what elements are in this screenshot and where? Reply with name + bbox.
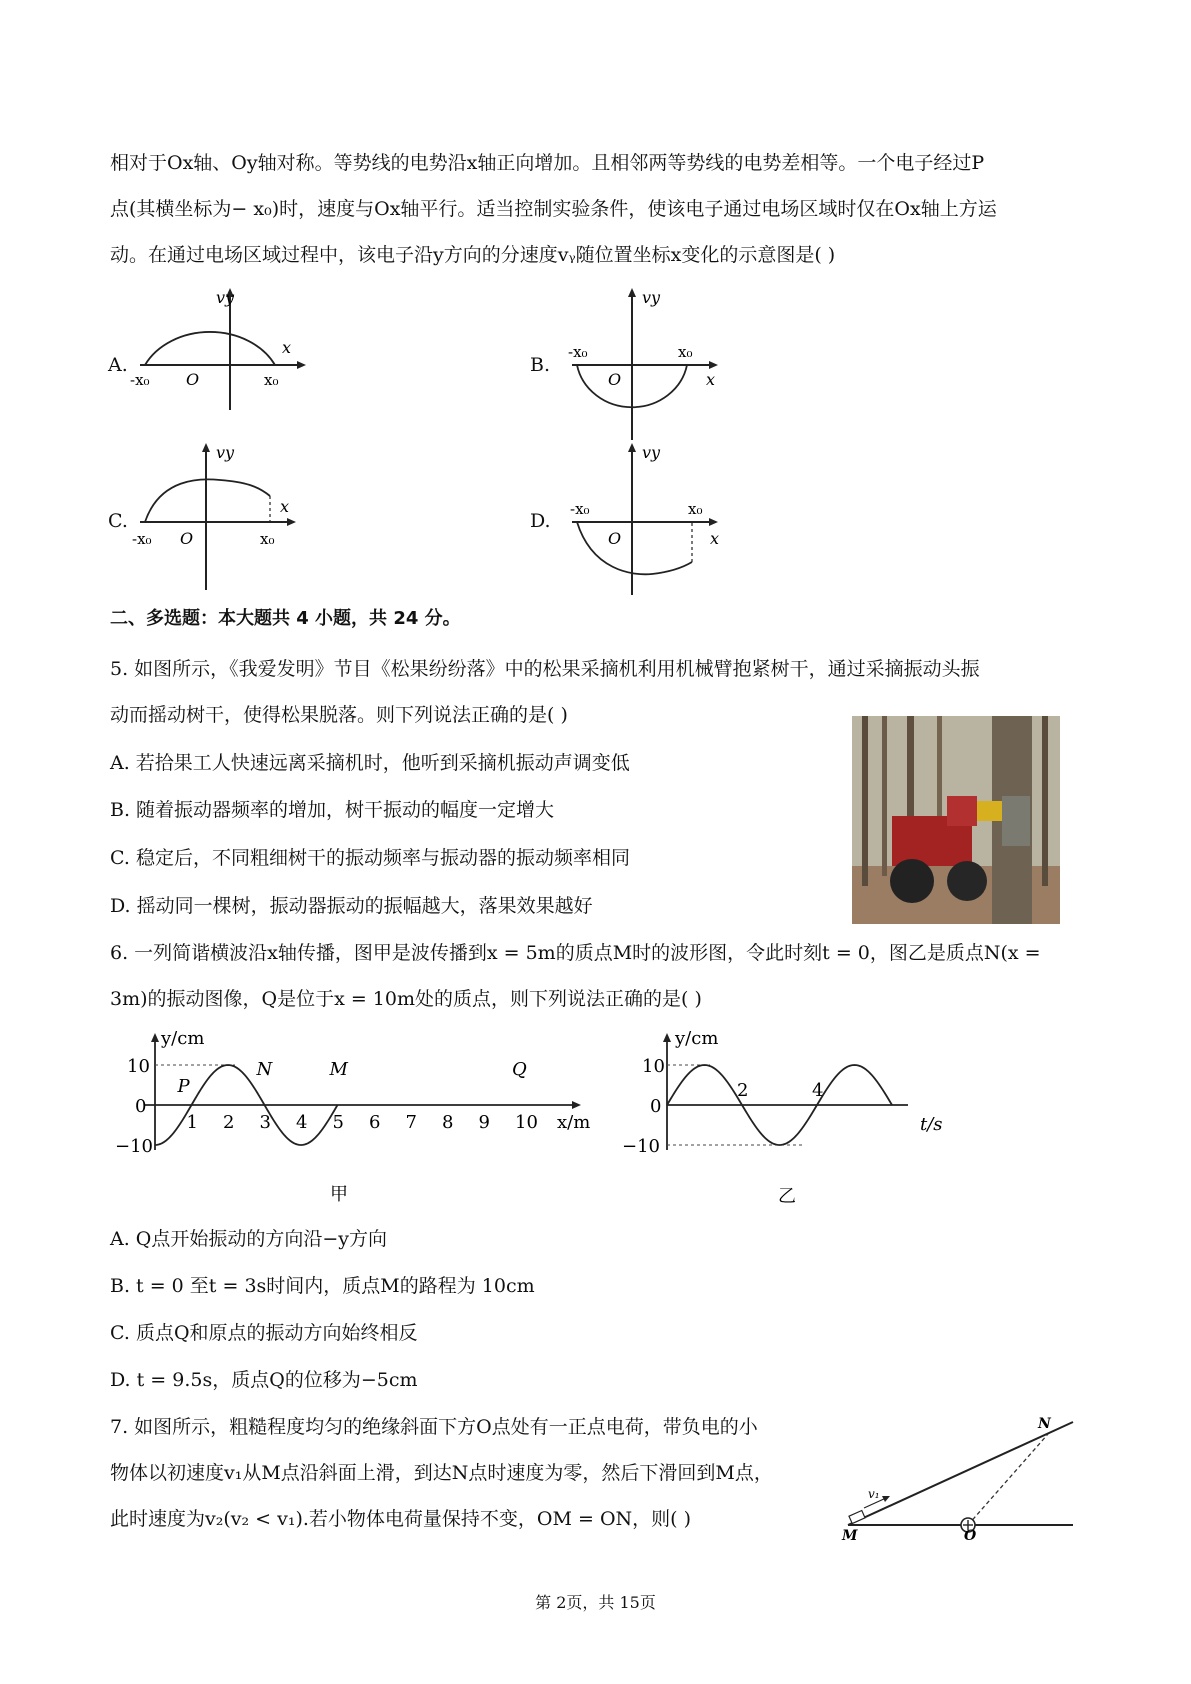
neg-x0-label: -x₀: [570, 500, 590, 518]
q4-option-b-graph: [552, 285, 742, 445]
x-label: x: [706, 370, 716, 389]
neg-x0-label: -x₀: [568, 343, 588, 361]
q6-line-2: 3m)的振动图像，Q是位于x = 10m处的质点，则下列说法正确的是( ): [110, 988, 702, 1010]
q4-option-a-label: A.: [108, 354, 128, 376]
x-tick-label: 4: [296, 1112, 308, 1133]
pos-x0-label: x₀: [264, 371, 279, 389]
v1-label: v₁: [868, 1487, 880, 1501]
y-tick-neg10: −10: [115, 1136, 153, 1157]
point-label: P: [177, 1076, 190, 1097]
q4-option-c-label: C.: [108, 510, 128, 532]
pine-cone-harvester-photo: [852, 716, 1060, 924]
x-tick-label: 9: [478, 1112, 490, 1133]
q6-line-1: 6. 一列简谐横波沿x轴传播，图甲是波传播到x = 5m的质点M时的波形图，令此时刻t = 0，图乙是质点N(x =: [110, 942, 1041, 964]
y-tick-neg10: −10: [622, 1136, 660, 1157]
q6-option-b: B. t = 0 至t = 3s时间内，质点M的路程为 10cm: [110, 1275, 535, 1297]
x-tick-label: 8: [442, 1112, 454, 1133]
vy-label: vy: [642, 443, 661, 462]
x-tick-label: 2: [223, 1112, 235, 1133]
x-axis-label: x/m: [557, 1112, 591, 1133]
x-tick-label: 2: [737, 1080, 749, 1101]
x-tick-label: 5: [332, 1112, 344, 1133]
q5-option-d: D. 摇动同一棵树，振动器振动的振幅越大，落果效果越好: [110, 895, 593, 917]
neg-x0-label: -x₀: [130, 371, 150, 389]
y-tick-10: 10: [127, 1056, 150, 1077]
q4-option-d-graph: [552, 440, 742, 600]
q4-option-d-label: D.: [530, 510, 551, 532]
origin-label: O: [180, 529, 194, 548]
vy-label: vy: [216, 288, 235, 307]
x-tick-label: 7: [405, 1112, 417, 1133]
origin-label: O: [608, 529, 622, 548]
q7-line-2: 物体以初速度v₁从M点沿斜面上滑，到达N点时速度为零，然后下滑回到M点，: [110, 1462, 773, 1484]
vy-label: vy: [642, 288, 661, 307]
figure-caption-yi: 乙: [778, 1186, 796, 1205]
q4-line-2: 点(其横坐标为− x₀)时，速度与Ox轴平行。适当控制实验条件，使该电子通过电场区域时仅在Ox轴上方运: [110, 198, 997, 220]
small-block: [849, 1510, 865, 1523]
q4-line-1: 相对于Ox轴、Oy轴对称。等势线的电势沿x轴正向增加。且相邻两等势线的电势差相等。一个电子经过P: [110, 152, 985, 174]
section-heading: 二、多选题：本大题共 4 小题，共 24 分。: [110, 608, 461, 629]
origin-label: O: [186, 370, 200, 389]
q5-line-1: 5. 如图所示，《我爱发明》节目《松果纷纷落》中的松果采摘机利用机械臂抱紧树干，通过采摘振动头振: [110, 658, 980, 680]
pos-x0-label: x₀: [688, 500, 703, 518]
q4-option-b-label: B.: [530, 354, 551, 376]
x-label: x: [282, 338, 292, 357]
x-tick-label: 6: [369, 1112, 381, 1133]
vibration-graph-yi: [620, 1030, 960, 1205]
o-label: O: [964, 1528, 977, 1540]
y-tick-10: 10: [642, 1056, 665, 1077]
q6-option-c: C. 质点Q和原点的振动方向始终相反: [110, 1322, 418, 1344]
y-tick-0: 0: [650, 1096, 662, 1117]
m-label: M: [842, 1528, 858, 1540]
q5-option-a: A. 若拾果工人快速远离采摘机时，他听到采摘机振动声调变低: [110, 752, 630, 774]
x-axis-label: t/s: [920, 1114, 943, 1135]
q6-option-a: A. Q点开始振动的方向沿−y方向: [110, 1228, 388, 1250]
figure-caption-jia: 甲: [330, 1184, 348, 1205]
neg-x0-label: -x₀: [132, 530, 152, 548]
x-label: x: [280, 497, 290, 516]
pos-x0-label: x₀: [260, 530, 275, 548]
q4-line-3: 动。在通过电场区域过程中，该电子沿y方向的分速度vᵧ随位置坐标x变化的示意图是( ): [110, 244, 836, 266]
point-label: Q: [512, 1059, 527, 1080]
page-footer: 第 2页，共 15页: [535, 1593, 656, 1612]
x-tick-label: 1: [186, 1112, 198, 1133]
x-tick-label: 10: [515, 1112, 538, 1133]
q5-option-b: B. 随着振动器频率的增加，树干振动的幅度一定增大: [110, 799, 555, 821]
incline-diagram: [838, 1410, 1083, 1540]
q5-option-c: C. 稳定后，不同粗细树干的振动频率与振动器的振动频率相同: [110, 847, 630, 869]
y-axis-label: y/cm: [161, 1030, 205, 1049]
x-tick-label: 4: [812, 1080, 824, 1101]
point-label: N: [256, 1059, 273, 1080]
n-label: N: [1038, 1416, 1051, 1432]
q4-option-c-graph: [130, 440, 320, 595]
vy-label: vy: [216, 443, 235, 462]
pos-x0-label: x₀: [678, 343, 693, 361]
q5-line-2: 动而摇动树干，使得松果脱落。则下列说法正确的是( ): [110, 704, 568, 726]
point-label: M: [329, 1059, 348, 1080]
y-axis-label: y/cm: [675, 1030, 719, 1049]
x-tick-label: 3: [259, 1112, 271, 1133]
q7-line-1: 7. 如图所示，粗糙程度均匀的绝缘斜面下方O点处有一正点电荷，带负电的小: [110, 1416, 758, 1438]
origin-label: O: [608, 370, 622, 389]
wave-graph-jia: [105, 1030, 605, 1205]
q6-option-d: D. t = 9.5s，质点Q的位移为−5cm: [110, 1369, 418, 1391]
q7-line-3: 此时速度为v₂(v₂ < v₁).若小物体电荷量保持不变，OM = ON，则( ): [110, 1508, 692, 1530]
q4-option-a-graph: [130, 285, 320, 415]
y-tick-0: 0: [135, 1096, 147, 1117]
x-label: x: [710, 529, 720, 548]
